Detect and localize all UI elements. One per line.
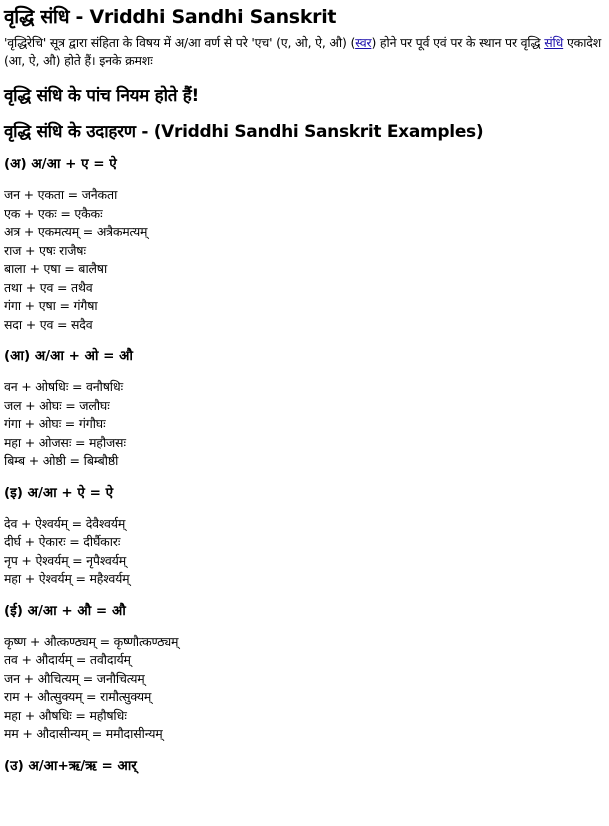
- example-item: बिम्ब + ओष्ठी = बिम्बौष्ठी: [4, 453, 119, 468]
- example-item: मम + औदासीन्यम् = ममौदासीन्यम्: [4, 726, 163, 741]
- group-heading: (उ) अ/आ+ऋ/ऋ = आर्: [4, 757, 137, 774]
- group-heading: (अ) अ/आ + ए = ऐ: [4, 156, 117, 172]
- example-list: [4, 378, 605, 471]
- intro-text-3: एकादेश (आ, ऐ, औ) होते हैं। इनके क्रमशः: [4, 35, 602, 68]
- example-item: वन + ओषधिः = वनौषधिः: [4, 379, 123, 394]
- example-item: जल + ओघः = जलौघः: [4, 397, 110, 413]
- example-group: [4, 483, 605, 589]
- example-item: राज + एषः राजैषः: [4, 242, 86, 258]
- example-item: दीर्घ + ऐकारः = दीर्घैकारः: [4, 534, 121, 549]
- examples-heading: वृद्धि संधि के उदाहरण - (Vriddhi Sandhi Sanskrit Examples): [4, 122, 484, 142]
- example-group: [4, 756, 605, 776]
- example-group: [4, 601, 605, 744]
- example-item: महा + ऐश्वर्यम् = महैश्वर्यम्: [4, 571, 130, 586]
- example-item: एक + एकः = एकैकः: [4, 205, 103, 221]
- example-list: [4, 186, 605, 334]
- example-item: देव + ऐश्वर्यम् = देवैश्वर्यम्: [4, 515, 126, 531]
- example-item: अत्र + एकमत्यम् = अत्रैकमत्यम्: [4, 224, 148, 239]
- sandhi-link[interactable]: संधि: [544, 35, 564, 50]
- example-item: तव + औदार्यम् = तवौदार्यम्: [4, 652, 131, 667]
- example-item: बाला + एषा = बालैषा: [4, 261, 108, 276]
- example-item: गंगा + ओघः = गंगौघः: [4, 416, 106, 431]
- example-item: नृप + ऐश्वर्यम् = नृपैश्वर्यम्: [4, 552, 127, 568]
- example-item: जन + एकता = जनैकता: [4, 187, 118, 202]
- page-title: वृद्धि संधि - Vriddhi Sandhi Sanskrit: [4, 6, 337, 28]
- swar-link[interactable]: स्वर: [355, 35, 372, 50]
- example-list: [4, 515, 605, 589]
- example-item: महा + ओजसः = महौजसः: [4, 434, 126, 450]
- example-group: [4, 346, 605, 471]
- intro-text-2: ) होने पर पूर्व एवं पर के स्थान पर वृद्धि: [371, 35, 545, 50]
- intro-paragraph: [4, 34, 605, 70]
- example-item: सदा + एव = सदैव: [4, 316, 93, 332]
- group-heading: (इ) अ/आ + ऐ = ऐ: [4, 484, 114, 501]
- example-groups: [4, 154, 605, 776]
- intro-text-1: 'वृद्धिरेचि' सूत्र द्वारा संहिता के विषय में अ/आ वर्ण से परे 'एच' (ए, ओ, ऐ, औ) (: [4, 35, 356, 50]
- example-item: गंगा + एषा = गंगैषा: [4, 298, 98, 313]
- example-item: कृष्ण + औत्कण्ठ्यम् = कृष्णौत्कण्ठ्यम्: [4, 633, 179, 649]
- example-item: महा + औषधिः = महौषधिः: [4, 707, 127, 723]
- group-heading: (आ) अ/आ + ओ = औ: [4, 348, 133, 364]
- example-group: [4, 154, 605, 334]
- example-item: राम + औत्सुक्यम् = रामौत्सुक्यम्: [4, 689, 152, 704]
- rules-heading: वृद्धि संधि के पांच नियम होते हैं!: [4, 86, 199, 106]
- example-item: जन + औचित्यम् = जनौचित्यम्: [4, 670, 145, 686]
- example-list: [4, 633, 605, 744]
- example-item: तथा + एव = तथैव: [4, 279, 93, 295]
- group-heading: (ई) अ/आ + औ = औ: [4, 602, 126, 619]
